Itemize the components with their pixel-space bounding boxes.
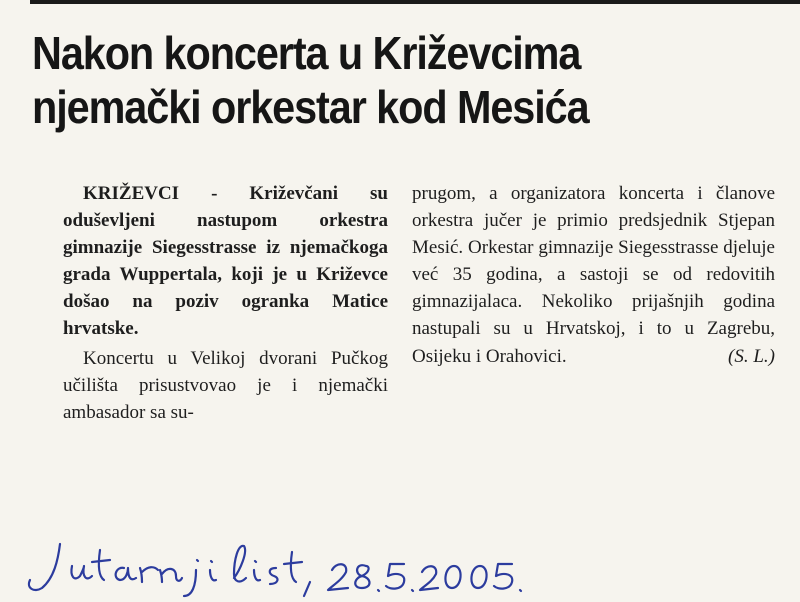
handwritten-source-note	[20, 530, 780, 600]
top-rule	[30, 0, 800, 4]
lead-paragraph	[63, 180, 388, 343]
headline-line-2: njemački orkestar kod Mesića	[32, 81, 589, 133]
headline	[32, 26, 716, 134]
body-paragraph-3	[412, 180, 775, 370]
body-paragraph-2: Koncertu u Velikoj dvorani Pučkog učilišta prisustvovao je i njemački ambasador sa su-	[63, 347, 388, 423]
dateline: KRIŽEVCI	[83, 183, 180, 204]
lead-text: - Križevčani su oduševljeni nastupom orkestra gimnazije Siegesstrasse iz njemačkoga grada Wuppertala, koji je u Križevce došao na poziv ogranka Matice hrvatske.	[63, 183, 388, 340]
headline-line-1: Nakon koncerta u Križevcima	[32, 27, 581, 79]
article-column-right	[412, 180, 775, 370]
article-column-left	[63, 180, 388, 426]
byline: (S. L.)	[728, 345, 775, 367]
body-paragraph-3-text: prugom, a organizatora koncerta i članove orkestra jučer je primio predsjednik Stjepan Mesić. Orkestar gimnazije Siegesstrasse djeluje već 35 godina, a sastoji se od redovitih gimnazijalaca. Nekoliko prijašnjih godina nastupali su u Hrvatskoj, i to u Zagrebu, Osijeku i Orahovici.	[412, 183, 775, 367]
